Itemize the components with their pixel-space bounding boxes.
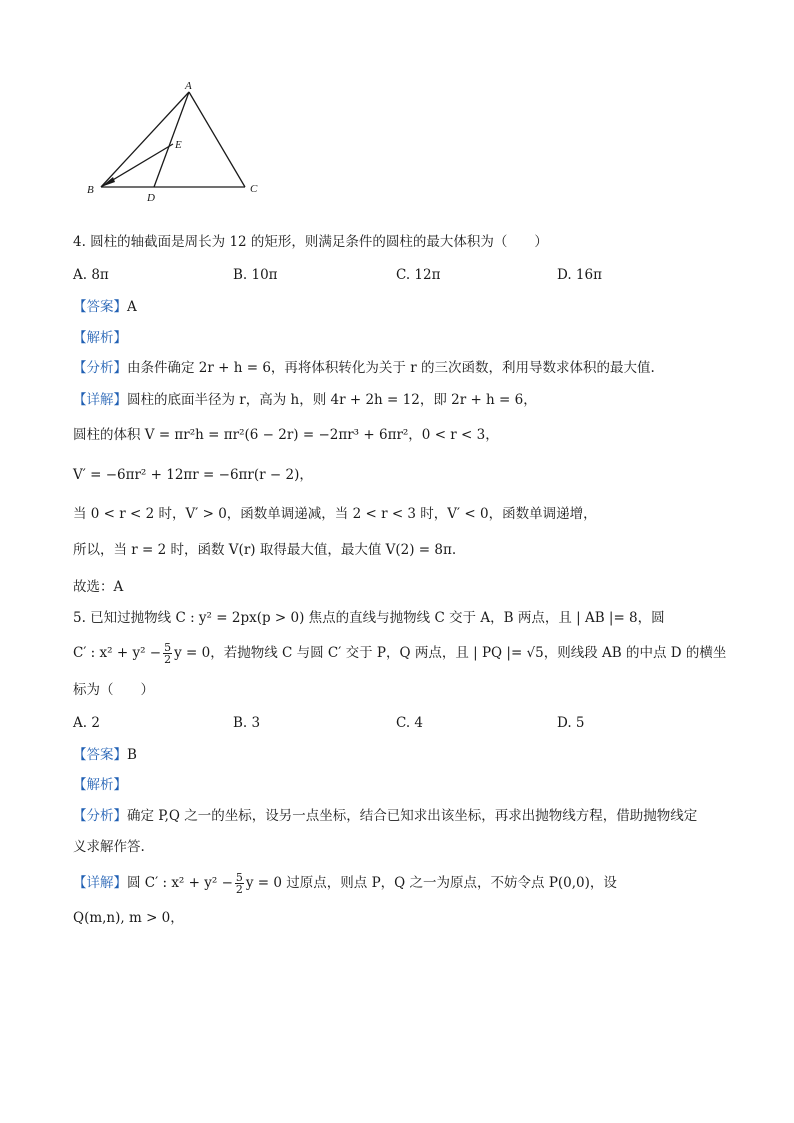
segment-AC: [189, 92, 245, 187]
q5-option-b: B. 3: [233, 715, 261, 731]
q5-fenxi-line2: 义求解作答.: [73, 839, 145, 855]
q5-option-c: C. 4: [396, 715, 424, 731]
q5-stem-rest: y = 0，若抛物线 C 与圆 C′ 交于 P，Q 两点，且 | PQ |= √5，则线段 AB 的中点 D 的横坐: [174, 645, 727, 661]
q4-option-a: A. 8π: [73, 267, 109, 283]
frac-denominator: 2: [164, 653, 172, 666]
fraction-five-halves: [163, 642, 172, 665]
q4-max-line: 所以，当 r = 2 时，函数 V(r) 取得最大值，最大值 V(2) = 8π.: [73, 542, 457, 558]
answer-tag: 【答案】: [73, 747, 127, 763]
label-B: B: [87, 184, 94, 196]
q5-circle-eq-2: 圆 C′ : x² + y² −: [127, 875, 233, 891]
q5-stem-line3: 标为（ ）: [73, 682, 154, 698]
q4-derivative-line: V′ = −6πr² + 12πr = −6πr(r − 2)，: [73, 467, 313, 483]
label-D: D: [147, 192, 155, 203]
label-C: C: [250, 183, 258, 195]
q5-option-d: D. 5: [557, 715, 585, 731]
label-E: E: [175, 139, 182, 151]
q5-fenxi-1: 确定 P,Q 之一的坐标，设另一点坐标，结合已知求出该坐标，再求出抛物线方程，借助抛物线定: [127, 808, 698, 824]
q4-choose-line: 故选：A: [73, 579, 124, 595]
q5-jiexi-tag: [73, 775, 127, 795]
q5-stem-line1: 5. 已知过抛物线 C : y² = 2px(p > 0) 焦点的直线与抛物线 C 交于 A，B 两点，且 | AB |= 8，圆: [73, 610, 665, 626]
q5-stem-line2: [73, 642, 726, 665]
q4-option-c: C. 12π: [396, 267, 441, 283]
fraction-five-halves-2: [235, 872, 244, 895]
q5-answer-line: [73, 745, 137, 765]
q5-xiangjie-rest: y = 0 过原点，则点 P，Q 之一为原点，不妨令点 P(0,0)，设: [245, 875, 617, 891]
frac-numerator: 5: [164, 641, 172, 654]
fenxi-tag: 【分析】: [73, 808, 127, 824]
q4-monotonic-line: 当 0 < r < 2 时，V′ > 0，函数单调递减，当 2 < r < 3 时，V′ < 0，函数单调递增，: [73, 506, 597, 522]
q5-xiangjie-line2: Q(m,n), m > 0，: [73, 910, 184, 926]
q4-answer: A: [127, 299, 137, 315]
frac-denominator: 2: [235, 883, 243, 896]
frac-numerator: 5: [235, 871, 243, 884]
q4-xiangjie-line: [73, 390, 537, 410]
q5-xiangjie-line: [73, 872, 617, 895]
q5-fenxi-line1: [73, 806, 697, 826]
q4-jiexi-tag: [73, 328, 127, 348]
xiangjie-tag: 【详解】: [73, 392, 127, 408]
q4-stem: 4. 圆柱的轴截面是周长为 12 的矩形，则满足条件的圆柱的最大体积为（ ）: [73, 234, 548, 250]
q5-option-a: A. 2: [73, 715, 100, 731]
answer-tag: 【答案】: [73, 299, 127, 315]
q4-xiangjie: 圆柱的底面半径为 r，高为 h，则 4r + 2h = 12，即 2r + h = 6，: [127, 392, 537, 408]
jiexi-tag: 【解析】: [73, 777, 127, 793]
label-A: A: [185, 80, 192, 92]
triangle-figure: [84, 78, 284, 203]
q5-answer: B: [127, 747, 137, 763]
q4-option-b: B. 10π: [233, 267, 278, 283]
segment-AD: [154, 92, 189, 187]
jiexi-tag: 【解析】: [73, 330, 127, 346]
q4-fenxi-line: [73, 358, 655, 378]
q4-volume-line: 圆柱的体积 V = πr²h = πr²(6 − 2r) = −2πr³ + 6πr²，0 < r < 3，: [73, 427, 499, 443]
q4-answer-line: [73, 297, 137, 317]
q4-fenxi: 由条件确定 2r + h = 6，再将体积转化为关于 r 的三次函数，利用导数求体积的最大值.: [127, 360, 655, 376]
q4-option-d: D. 16π: [557, 267, 602, 283]
xiangjie-tag: 【详解】: [73, 875, 127, 891]
q5-circle-eq: C′ : x² + y² −: [73, 645, 162, 661]
fenxi-tag: 【分析】: [73, 360, 127, 376]
